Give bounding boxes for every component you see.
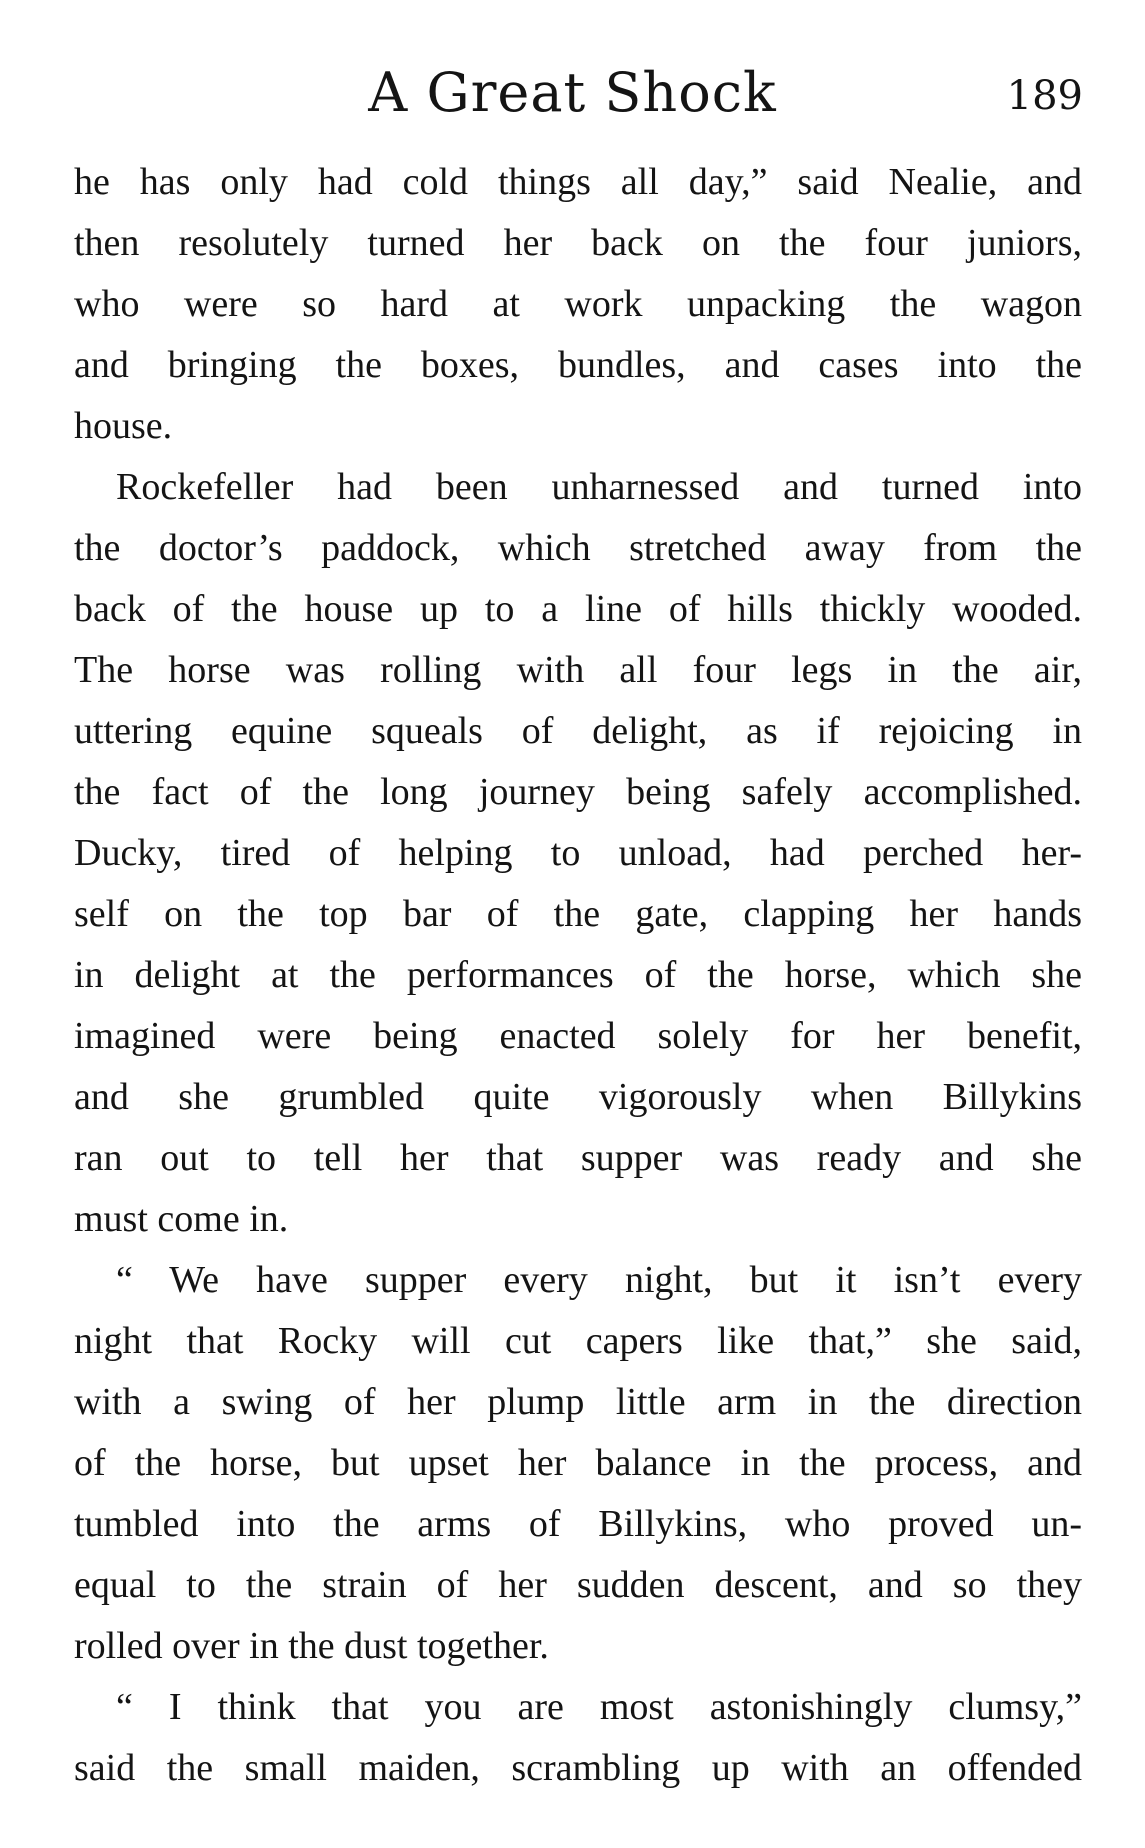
text-line: rolled over in the dust together. (74, 1625, 549, 1667)
text-line: the doctor’s paddock, which stretched away from the (74, 527, 1082, 569)
text-line: with a swing of her plump little arm in the direction (74, 1381, 1082, 1423)
text-line: night that Rocky will cut capers like that,” she said, (74, 1320, 1082, 1362)
text-line: self on the top bar of the gate, clapping her hands (74, 893, 1082, 935)
text-line: who were so hard at work unpacking the wagon (74, 283, 1082, 325)
text-line: the fact of the long journey being safely accomplished. (74, 771, 1082, 813)
text-line: and bringing the boxes, bundles, and cases into the (74, 344, 1082, 386)
text-line: uttering equine squeals of delight, as if rejoicing in (74, 710, 1082, 752)
text-line: Rockefeller had been unharnessed and turned into (116, 466, 1082, 508)
running-head (0, 58, 1145, 128)
text-line: tumbled into the arms of Billykins, who proved un- (74, 1503, 1082, 1545)
text-line: of the horse, but upset her balance in the process, and (74, 1442, 1082, 1484)
text-line: “ I think that you are most astonishingly clumsy,” (116, 1686, 1082, 1728)
text-line: The horse was rolling with all four legs in the air, (74, 649, 1082, 691)
text-line: then resolutely turned her back on the four juniors, (74, 222, 1082, 264)
text-line: and she grumbled quite vigorously when Billykins (74, 1076, 1082, 1118)
text-line: back of the house up to a line of hills thickly wooded. (74, 588, 1082, 630)
text-line: imagined were being enacted solely for her benefit, (74, 1015, 1082, 1057)
page-number: 189 (1006, 73, 1083, 119)
text-line: said the small maiden, scrambling up with an offended (74, 1747, 1082, 1789)
text-line: he has only had cold things all day,” said Nealie, and (74, 161, 1082, 203)
text-line: equal to the strain of her sudden descent, and so they (74, 1564, 1082, 1606)
chapter-title: A Great Shock (368, 61, 777, 124)
text-line: house. (74, 405, 173, 447)
text-line: must come in. (74, 1198, 289, 1240)
text-line: in delight at the performances of the horse, which she (74, 954, 1082, 996)
text-line: “ We have supper every night, but it isn’t every (116, 1259, 1082, 1301)
body-text (74, 152, 1082, 1799)
text-line: ran out to tell her that supper was ready and she (74, 1137, 1082, 1179)
text-line: Ducky, tired of helping to unload, had perched her- (74, 832, 1082, 874)
